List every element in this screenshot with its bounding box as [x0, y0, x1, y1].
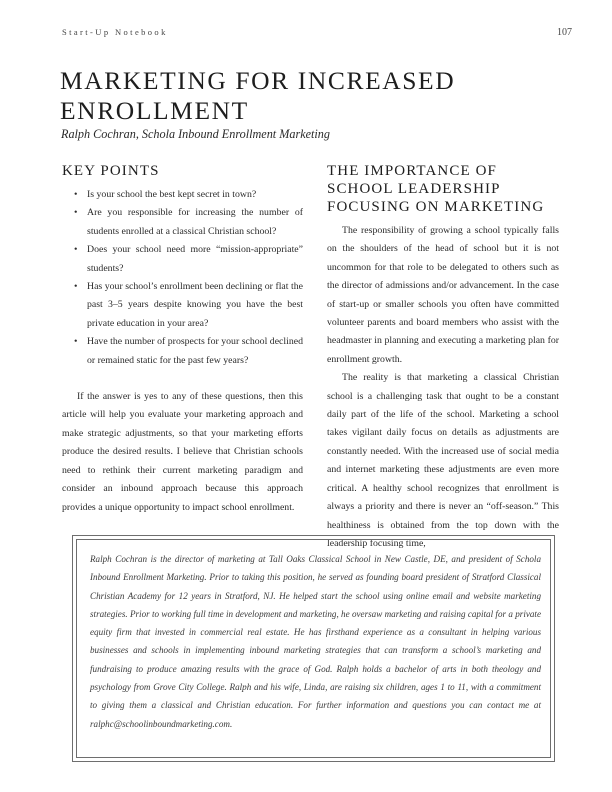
importance-paragraph: The reality is that marketing a classical Christian school is a challenging task that ought to be a constant daily part of the life of the school. Marketing a school takes vigilant daily focus on details as adjustments are constantly needed. With the increased use of social media and internet marketing these adjustments are even more critical. A healthy school recognizes that enrollment is always a priority and there is never an “off-season.” This healthiness is obtained from the top down with the leadership focusing time,	[327, 372, 559, 549]
key-points-heading: KEY POINTS	[62, 163, 160, 179]
importance-column	[327, 162, 559, 553]
article-title: MARKETING FOR INCREASED ENROLLMENT	[60, 66, 456, 125]
importance-heading-line: SCHOOL LEADERSHIP	[327, 181, 501, 197]
importance-heading-line: THE IMPORTANCE OF	[327, 163, 497, 179]
author-bio-box	[72, 535, 555, 762]
key-point-item: • Does your school need more “mission-appropriate” students?	[87, 241, 303, 278]
key-point-item: • Are you responsible for increasing the number of students enrolled at a classical Christian school?	[87, 204, 303, 241]
key-points-column	[62, 162, 303, 517]
key-points-paragraph: If the answer is yes to any of these questions, then this article will help you evaluate your marketing approach and make strategic adjustments, so that your marketing efforts produce the desired results. I believe that Christian schools need to rethink their current marketing paradigm and consider an inbound approach because this approach provides a unique opportunity to impact school enrollment.	[62, 391, 303, 513]
importance-paragraph: The responsibility of growing a school typically falls on the shoulders of the head of school but it is not uncommon for that role to be delegated to others such as the director of admissions and/or advancement. In the case of start-up or smaller schools you often have committed volunteer parents and board members who assist with the headmaster in planning and executing a marketing plan for enrollment growth.	[327, 225, 559, 365]
running-head: Start-Up Notebook	[62, 27, 168, 37]
importance-heading-line: FOCUSING ON MARKETING	[327, 199, 545, 215]
article-byline: Ralph Cochran, Schola Inbound Enrollment Marketing	[61, 127, 330, 141]
author-bio-inner-frame	[76, 539, 551, 758]
author-bio-text: Ralph Cochran is the director of marketing at Tall Oaks Classical School in New Castle, DE, and president of Schola Inbound Enrollment Marketing. Prior to taking this position, he served as founding board president of Stratford Classical Christian Academy for 12 years in Stratford, NJ. He helped start the school using online email and website marketing strategies. Prior to working full time in development and marketing, he oversaw marketing and raising capital for a private equity firm that invested in commercial real estate. He has firsthand experience as a consultant in helping various businesses and schools in implementing inbound marketing strategies that can transform a school’s marketing and fundraising to produce amazing results with the grace of God. Ralph holds a bachelor of arts in both theology and psychology from Grove City College. Ralph and his wife, Linda, are raising six children, ages 1 to 11, with a commitment to giving them a classical and Christian education. For further information and questions you can contact me at ralphc@schoolinboundmarketing.com.	[90, 554, 541, 729]
key-points-list	[62, 186, 303, 370]
key-point-item: • Has your school’s enrollment been declining or flat the past 3–5 years despite knowing you have the best private education in your area?	[87, 278, 303, 333]
importance-heading	[327, 162, 559, 216]
page-number: 107	[557, 27, 572, 38]
key-point-item: • Have the number of prospects for your school declined or remained static for the past few years?	[87, 333, 303, 370]
key-point-item: • Is your school the best kept secret in town?	[87, 186, 303, 204]
